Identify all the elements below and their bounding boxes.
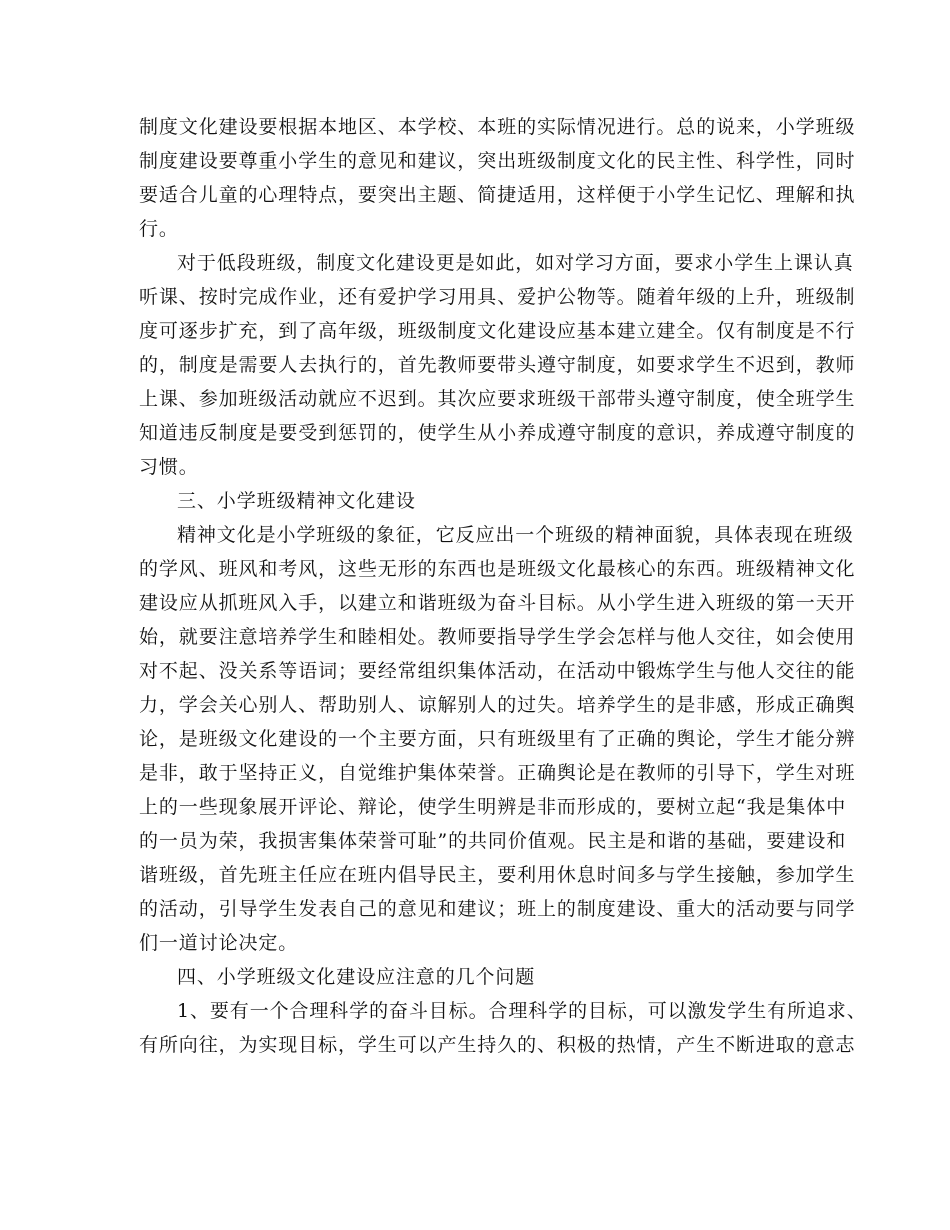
text-line: 建设应从抓班风入手，以建立和谐班级为奋斗目标。从小学生进入班级的第一天开 (139, 592, 856, 614)
document-body (139, 110, 867, 1062)
text-line: 力，学会关心别人、帮助别人、谅解别人的过失。培养学生的是非感，形成正确舆 (139, 694, 856, 716)
text-line: 制度文化建设要根据本地区、本学校、本班的实际情况进行。总的说来，小学班级 (139, 116, 856, 138)
text-line: 的一员为荣，我损害集体荣誉可耻”的共同价值观。民主是和谐的基础，要建设和 (139, 830, 847, 852)
text-line: 度可逐步扩充，到了高年级，班级制度文化建设应基本建立建全。仅有制度是不行 (139, 320, 856, 342)
text-line: 谐班级，首先班主任应在班内倡导民主，要利用休息时间多与学生接触，参加学生 (139, 864, 856, 886)
text-line: 对于低段班级，制度文化建设更是如此，如对学习方面，要求小学生上课认真 (177, 252, 854, 274)
text-line: 对不起、没关系等语词；要经常组织集体活动，在活动中锻炼学生与他人交往的能 (139, 660, 856, 682)
text-line: 知道违反制度是要受到惩罚的，使学生从小养成遵守制度的意识，养成遵守制度的 (139, 422, 856, 444)
section-heading: 四、小学班级文化建设应注意的几个问题 (177, 966, 536, 988)
text-line: 论，是班级文化建设的一个主要方面，只有班级里有了正确的舆论，学生才能分辨 (139, 728, 856, 750)
text-line: 习惯。 (139, 456, 199, 478)
text-line: 制度建设要尊重小学生的意见和建议，突出班级制度文化的民主性、科学性，同时 (139, 150, 856, 172)
text-line: 的，制度是需要人去执行的，首先教师要带头遵守制度，如要求学生不迟到，教师 (139, 354, 856, 376)
text-line: 是非，敢于坚持正义，自觉维护集体荣誉。正确舆论是在教师的引导下，学生对班 (139, 762, 856, 784)
text-line: 始，就要注意培养学生和睦相处。教师要指导学生学会怎样与他人交往，如会使用 (139, 626, 856, 648)
text-line: 上课、参加班级活动就应不迟到。其次应要求班级干部带头遵守制度，使全班学生 (139, 388, 856, 410)
text-line: 上的一些现象展开评论、辩论，使学生明辨是非而形成的，要树立起“我是集体中 (139, 796, 847, 818)
text-line: 听课、按时完成作业，还有爱护学习用具、爱护公物等。随着年级的上升，班级制 (139, 286, 856, 308)
text-line: 们一道讨论决定。 (139, 932, 299, 954)
text-line: 要适合儿童的心理特点，要突出主题、简捷适用，这样便于小学生记忆、理解和执 (139, 184, 856, 206)
text-line: 行。 (139, 218, 179, 240)
text-line: 的学风、班风和考风，这些无形的东西也是班级文化最核心的东西。班级精神文化 (139, 558, 856, 580)
text-line: 有所向往，为实现目标，学生可以产生持久的、积极的热情，产生不断进取的意志 (139, 1034, 856, 1056)
text-line: 1、要有一个合理科学的奋斗目标。合理科学的目标，可以激发学生有所追求、 (177, 1000, 867, 1022)
text-line: 精神文化是小学班级的象征，它反应出一个班级的精神面貌，具体表现在班级 (177, 524, 854, 546)
section-heading: 三、小学班级精神文化建设 (177, 490, 416, 512)
text-line: 的活动，引导学生发表自己的意见和建议；班上的制度建设、重大的活动要与同学 (139, 898, 856, 920)
